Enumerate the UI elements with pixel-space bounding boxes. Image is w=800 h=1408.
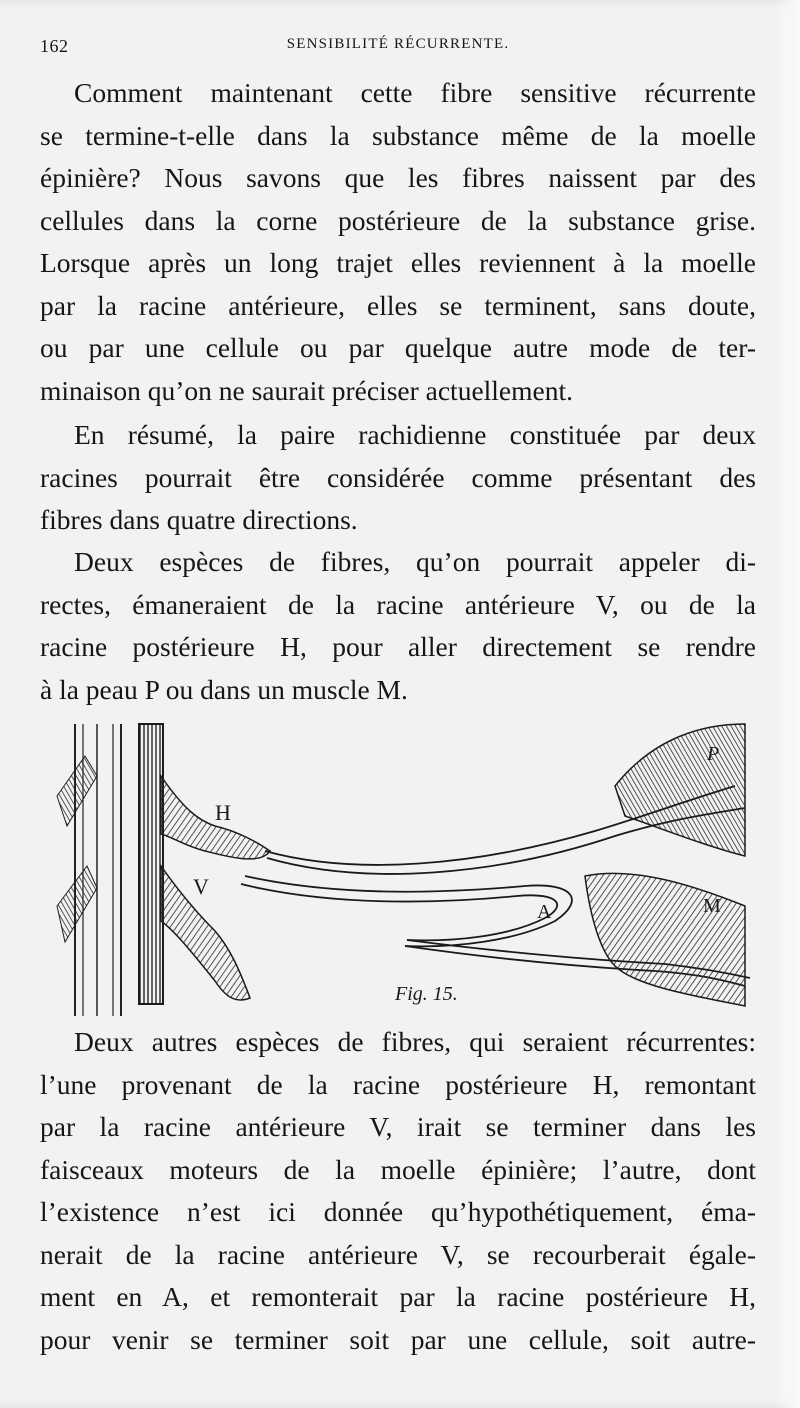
spinal-cord — [57, 724, 163, 1016]
page-header — [40, 36, 756, 60]
text-line: Comment maintenant cette fibre sensitive récurrente — [74, 77, 756, 108]
text-line: ment en A, et remonterait par la racine postérieure H, — [40, 1281, 756, 1312]
text-line: par la racine antérieure, elles se terminent, sans doute, — [40, 289, 756, 321]
text-line: se termine-t-elle dans la substance même de la moelle — [40, 119, 756, 151]
text-line: minaison qu’on ne saurait préciser actuellement. — [40, 374, 574, 406]
label-m: M — [703, 895, 721, 917]
text-line: cellules dans la corne postérieure de la substance grise. — [40, 204, 756, 236]
text-line: faisceaux moteurs de la moelle épinière; l’autre, dont — [40, 1153, 756, 1185]
text-line: racines pourrait être considérée comme présentant des — [40, 461, 756, 493]
text-line: l’existence n’est ici donnée qu’hypothétiquement, éma- — [40, 1196, 756, 1227]
label-p: P — [707, 743, 720, 765]
paragraph-1 — [40, 72, 756, 412]
text-line: ou par une cellule ou par quelque autre mode de ter- — [40, 332, 756, 363]
figure-caption: Fig. 15. — [395, 983, 458, 1005]
page-edge-shadow — [774, 0, 800, 1408]
paragraph-4 — [40, 1021, 756, 1361]
text-line: à la peau P ou dans un muscle M. — [40, 673, 408, 705]
nerve-root-illustration — [55, 716, 755, 1021]
text-line: En résumé, la paire rachidienne constituée par deux — [74, 419, 756, 450]
text-line: l’une provenant de la racine postérieure H, remontant — [40, 1068, 756, 1100]
text-line: Lorsque après un long trajet elles reviennent à la moelle — [40, 247, 756, 278]
text-line: fibres dans quatre directions. — [40, 504, 358, 535]
page-number: 162 — [40, 36, 69, 56]
text-line: Deux espèces de fibres, qu’on pourrait appeler di- — [74, 546, 756, 577]
skin-tissue — [615, 724, 745, 856]
text-line: épinière? Nous savons que les fibres naissent par des — [40, 162, 756, 193]
muscle-tissue — [585, 873, 745, 1006]
label-a: A — [537, 901, 552, 923]
text-line: nerait de la racine antérieure V, se recourberait égale- — [40, 1238, 756, 1270]
text-line: Deux autres espèces de fibres, qui seraient récurrentes: — [74, 1026, 756, 1057]
label-v: V — [193, 874, 209, 899]
text-line: racine postérieure H, pour aller directement se rendre — [40, 631, 756, 662]
paragraph-3 — [40, 541, 756, 711]
text-line: pour venir se terminer soit par une cellule, soit autre- — [40, 1323, 756, 1355]
text-line: rectes, émaneraient de la racine antérieure V, ou de la — [40, 588, 756, 620]
label-h: H — [215, 800, 231, 825]
paragraph-2 — [40, 414, 756, 542]
figure-15 — [55, 716, 755, 1021]
running-head: SENSIBILITÉ RÉCURRENTE. — [286, 36, 510, 52]
text-line: par la racine antérieure V, irait se terminer dans les — [40, 1111, 756, 1142]
